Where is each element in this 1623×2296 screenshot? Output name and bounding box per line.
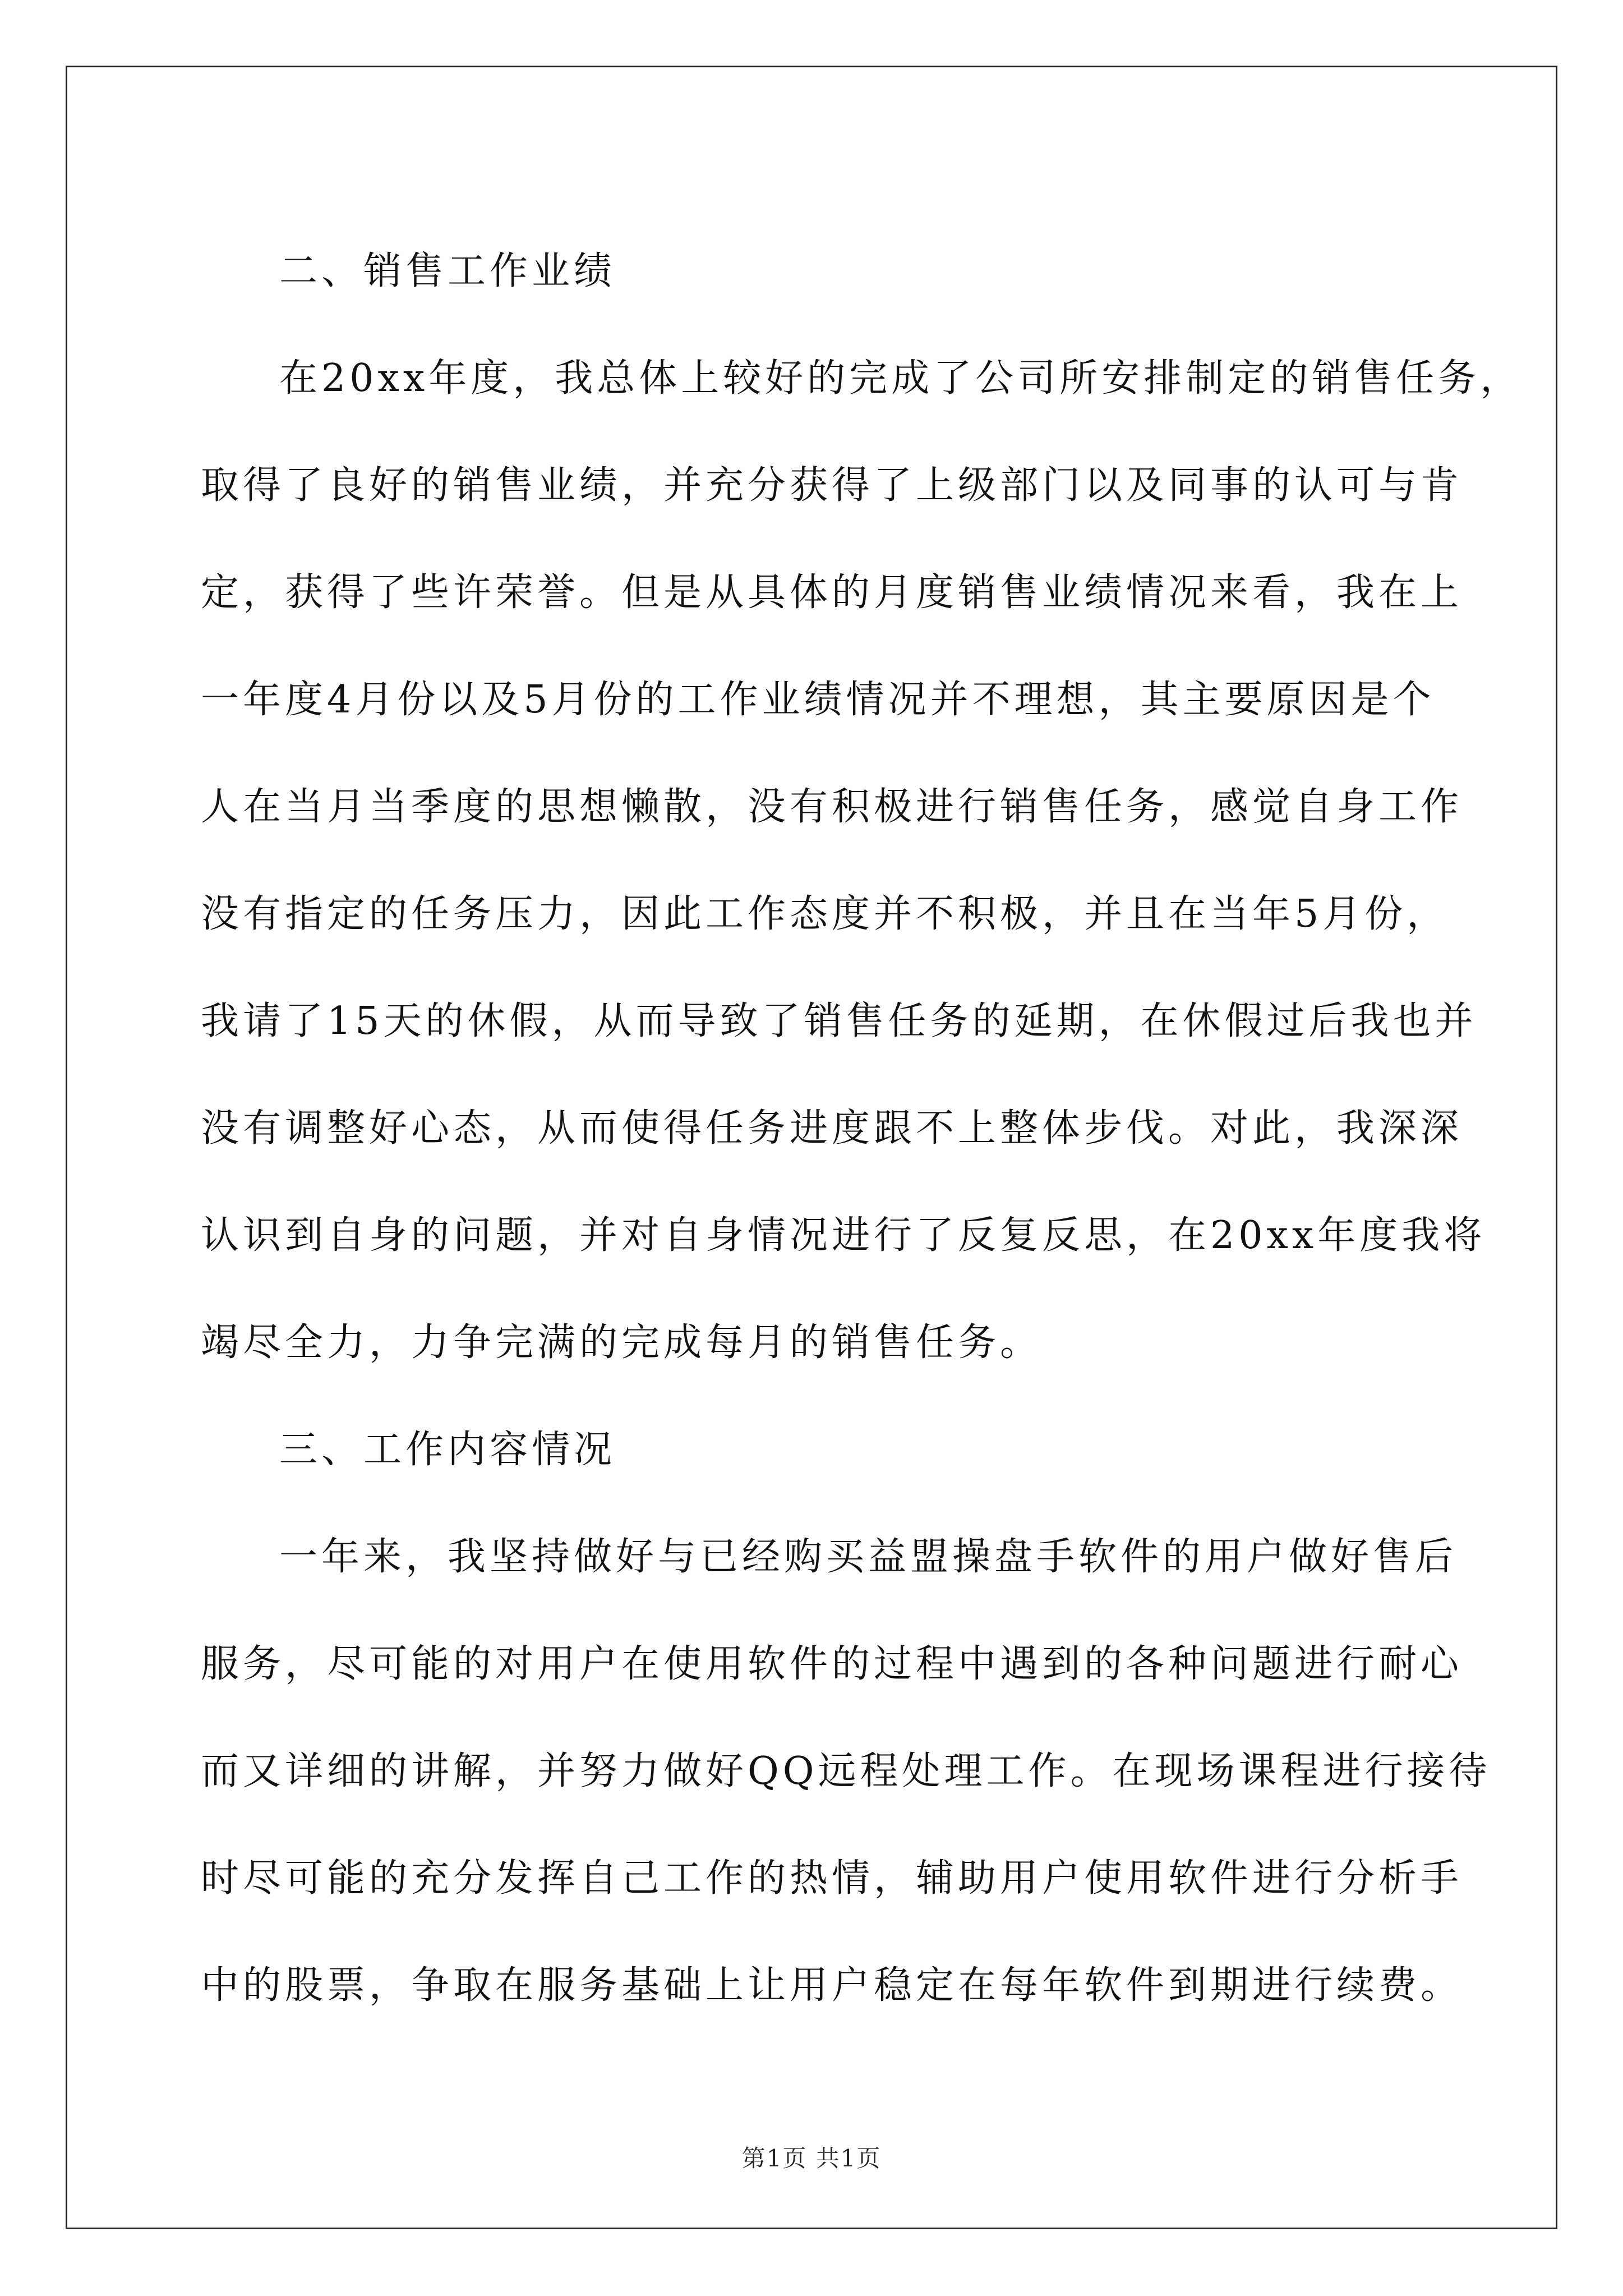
text-line: 认识到自身的问题，并对自身情况进行了反复反思，在20xx年度我将 xyxy=(201,1213,1486,1258)
paragraph-sales-performance xyxy=(201,325,1523,1396)
text-line: 在20xx年度，我总体上较好的完成了公司所安排制定的销售任务， xyxy=(279,356,1523,401)
text-line: 取得了良好的销售业绩，并充分获得了上级部门以及同事的认可与肯 xyxy=(201,463,1463,508)
text-line: 定，获得了些许荣誉。但是从具体的月度销售业绩情况来看，我在上 xyxy=(201,570,1463,615)
text-line: 竭尽全力，力争完满的完成每月的销售任务。 xyxy=(201,1320,1043,1365)
page-number-footer: 第1页 共1页 xyxy=(741,2145,882,2172)
section-heading-sales-performance: 二、销售工作业绩 xyxy=(279,249,616,293)
section-heading-work-content: 三、工作内容情况 xyxy=(279,1428,616,1472)
text-line: 没有调整好心态，从而使得任务进度跟不上整体步伐。对此，我深深 xyxy=(201,1106,1463,1151)
paragraph-work-content xyxy=(201,1503,1491,2039)
text-line: 时尽可能的充分发挥自己工作的热情，辅助用户使用软件进行分析手 xyxy=(201,1856,1463,1901)
text-line: 中的股票，争取在服务基础上让用户稳定在每年软件到期进行续费。 xyxy=(201,1963,1463,2008)
text-line: 一年来，我坚持做好与已经购买益盟操盘手软件的用户做好售后 xyxy=(279,1535,1458,1579)
document-body xyxy=(201,218,1523,2039)
text-line: 一年度4月份以及5月份的工作业绩情况并不理想，其主要原因是个 xyxy=(201,678,1435,722)
text-line: 我请了15天的休假，从而导致了销售任务的延期，在休假过后我也并 xyxy=(201,999,1477,1043)
text-line: 而又详细的讲解，并努力做好QQ远程处理工作。在现场课程进行接待 xyxy=(201,1749,1491,1793)
text-line: 人在当月当季度的思想懒散，没有积极进行销售任务，感觉自身工作 xyxy=(201,785,1463,829)
text-line: 没有指定的任务压力，因此工作态度并不积极，并且在当年5月份， xyxy=(201,892,1449,936)
text-line: 服务，尽可能的对用户在使用软件的过程中遇到的各种问题进行耐心 xyxy=(201,1642,1463,1686)
